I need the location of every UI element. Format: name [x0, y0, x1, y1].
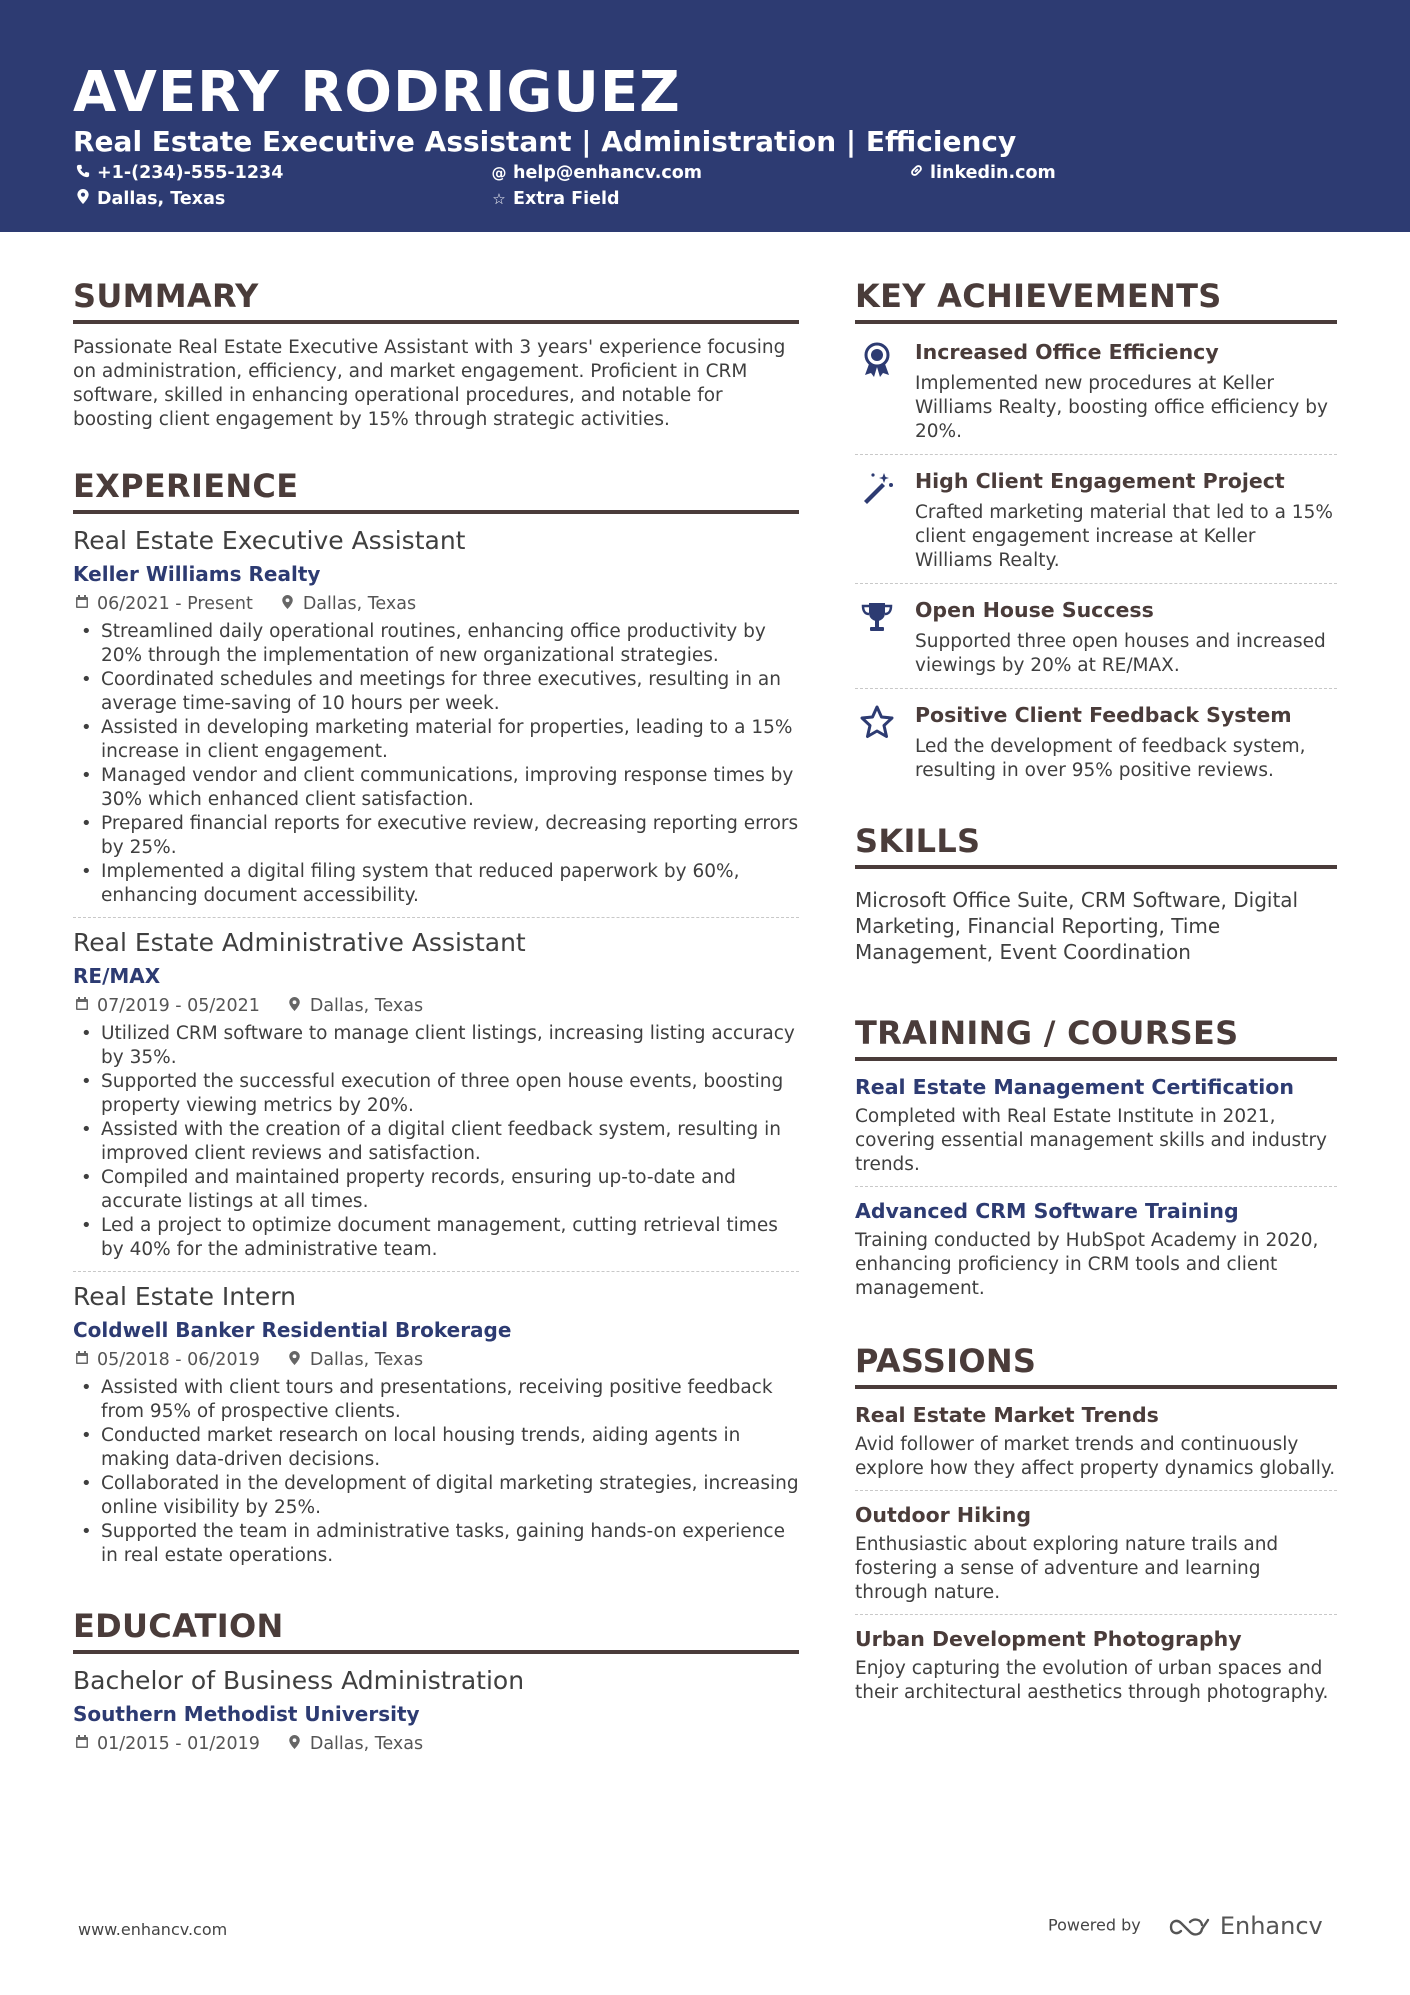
- brand-name: Enhancv: [1219, 1912, 1323, 1940]
- phone-text[interactable]: +1-(234)-555-1234: [97, 163, 284, 183]
- star-outline-icon: ☆: [492, 190, 506, 208]
- bullet-item: • Assisted with the creation of a digital client feedback system, resulting in improved client reviews and satisfaction.: [73, 1118, 799, 1166]
- headline: Real Estate Executive Assistant | Administration | Efficiency: [73, 125, 1017, 158]
- section-rule: [855, 320, 1337, 324]
- phone-icon: [73, 161, 93, 185]
- section-rule: [855, 1057, 1337, 1061]
- section-title-skills: SKILLS: [855, 822, 981, 860]
- link-icon: [906, 161, 926, 185]
- company-name: Keller Williams Realty: [73, 562, 321, 586]
- job-title: Real Estate Executive Assistant: [73, 526, 466, 555]
- degree: Bachelor of Business Administration: [73, 1666, 525, 1695]
- passions-section: [855, 1341, 1337, 1705]
- course-desc: Training conducted by HubSpot Academy in 2020, enhancing proficiency in CRM tools and client management.: [855, 1230, 1319, 1299]
- divider: [855, 454, 1337, 455]
- bullet-item: • Implemented a digital filing system that reduced paperwork by 60%, enhancing document accessibility.: [73, 860, 799, 908]
- bullet-item: • Compiled and maintained property records, ensuring up-to-date and accurate listings at all times.: [73, 1166, 799, 1214]
- education-meta: [73, 1732, 799, 1756]
- section-title-training: TRAINING / COURSES: [855, 1014, 1239, 1052]
- brand-logo[interactable]: [1168, 1912, 1323, 1940]
- achievement-item: [855, 701, 1337, 783]
- section-title-passions: PASSIONS: [855, 1342, 1037, 1380]
- company-name: Coldwell Banker Residential Brokerage: [73, 1318, 512, 1342]
- job-entry: [73, 1280, 799, 1568]
- resume-header: [0, 0, 1410, 232]
- location-pin-icon: [286, 994, 304, 1018]
- bullet-item: • Supported the team in administrative tasks, gaining hands-on experience in real estate operations.: [73, 1520, 799, 1568]
- section-rule: [855, 1385, 1337, 1389]
- passion-desc: Enthusiastic about exploring nature trails and fostering a sense of adventure and learning through nature.: [855, 1534, 1279, 1603]
- achievement-title: Increased Office Efficiency: [915, 340, 1219, 364]
- job-meta: [73, 1348, 799, 1372]
- education-location: Dallas, Texas: [309, 1734, 424, 1754]
- job-title: Real Estate Intern: [73, 1282, 296, 1311]
- at-icon: @: [491, 164, 507, 182]
- bullet-item: • Collaborated in the development of digital marketing strategies, increasing online visibility by 25%.: [73, 1472, 799, 1520]
- passion-item: [855, 1501, 1337, 1605]
- school-name: Southern Methodist University: [73, 1702, 420, 1726]
- job-dates: 05/2018 - 06/2019: [97, 1350, 260, 1370]
- education-entry: [73, 1664, 799, 1756]
- job-entry: [73, 926, 799, 1262]
- course-item: [855, 1073, 1337, 1177]
- email-text[interactable]: help@enhancv.com: [513, 163, 703, 183]
- divider: [73, 1271, 799, 1272]
- divider: [855, 583, 1337, 584]
- section-title-summary: SUMMARY: [73, 277, 259, 315]
- section-rule: [73, 1650, 799, 1654]
- achievement-item: [855, 467, 1337, 573]
- section-rule: [73, 320, 799, 324]
- company-name: RE/MAX: [73, 964, 161, 988]
- calendar-icon: [73, 592, 91, 616]
- passion-desc: Avid follower of market trends and continuously explore how they affect property dynamics globally.: [855, 1434, 1336, 1479]
- passion-item: [855, 1625, 1337, 1705]
- passion-desc: Enjoy capturing the evolution of urban spaces and their architectural aesthetics through photography.: [855, 1658, 1329, 1703]
- bullet-item: • Assisted with client tours and presentations, receiving positive feedback from 95% of prospective clients.: [73, 1376, 799, 1424]
- job-dates: 06/2021 - Present: [97, 594, 253, 614]
- achievement-title: Open House Success: [915, 598, 1154, 622]
- contact-email: [489, 161, 702, 185]
- calendar-icon: [73, 1732, 91, 1756]
- achievement-desc: Led the development of feedback system, resulting in over 95% positive reviews.: [915, 736, 1306, 781]
- extra-text: Extra Field: [513, 189, 620, 209]
- achievement-desc: Supported three open houses and increased viewings by 20% at RE/MAX.: [915, 631, 1326, 676]
- passion-item: [855, 1401, 1337, 1481]
- achievements-section: [855, 276, 1337, 783]
- job-dates: 07/2019 - 05/2021: [97, 996, 260, 1016]
- job-meta: [73, 592, 799, 616]
- enhancv-logo-icon: [1168, 1916, 1212, 1938]
- contact-location: [73, 187, 225, 211]
- job-bullets: [73, 620, 799, 908]
- course-desc: Completed with Real Estate Institute in 2021, covering essential management skills and industry trends.: [855, 1106, 1327, 1175]
- course-title: Real Estate Management Certification: [855, 1075, 1294, 1099]
- contact-linkedin: [906, 161, 1056, 185]
- section-title-experience: EXPERIENCE: [73, 467, 299, 505]
- achievement-title: High Client Engagement Project: [915, 469, 1285, 493]
- education-dates: 01/2015 - 01/2019: [97, 1734, 260, 1754]
- summary-section: [73, 276, 799, 432]
- linkedin-text[interactable]: linkedin.com: [930, 163, 1056, 183]
- bullet-item: • Conducted market research on local housing trends, aiding agents in making data-driven decisions.: [73, 1424, 799, 1472]
- footer-powered-by: [1048, 1912, 1323, 1940]
- divider: [855, 1490, 1337, 1491]
- candidate-name: AVERY RODRIGUEZ: [73, 60, 681, 125]
- job-bullets: [73, 1022, 799, 1262]
- job-location: Dallas, Texas: [309, 996, 424, 1016]
- bullet-item: • Led a project to optimize document management, cutting retrieval times by 40% for the administrative team.: [73, 1214, 799, 1262]
- summary-text: Passionate Real Estate Executive Assistant with 3 years' experience focusing on administration, efficiency, and market engagement. Proficient in CRM software, skilled in enhancing operational procedures, and notable for boosting client engagement by 15% through strategic activities.: [73, 337, 786, 430]
- star-icon: [859, 705, 895, 741]
- location-pin-icon: [286, 1732, 304, 1756]
- education-section: [73, 1606, 799, 1756]
- job-location: Dallas, Texas: [309, 1350, 424, 1370]
- passion-title: Outdoor Hiking: [855, 1503, 1032, 1527]
- location-pin-icon: [73, 187, 93, 211]
- achievement-title: Positive Client Feedback System: [915, 703, 1292, 727]
- bullet-item: • Coordinated schedules and meetings for three executives, resulting in an average time-saving of 10 hours per week.: [73, 668, 799, 716]
- bullet-item: • Supported the successful execution of three open house events, boosting property viewing metrics by 20%.: [73, 1070, 799, 1118]
- trophy-icon: [859, 600, 895, 636]
- job-title: Real Estate Administrative Assistant: [73, 928, 526, 957]
- job-location: Dallas, Texas: [302, 594, 417, 614]
- job-bullets: [73, 1376, 799, 1568]
- achievement-desc: Crafted marketing material that led to a 15% client engagement increase at Keller Williams Realty.: [915, 502, 1333, 571]
- training-section: [855, 1013, 1337, 1301]
- section-title-achievements: KEY ACHIEVEMENTS: [855, 277, 1222, 315]
- footer-site[interactable]: www.enhancv.com: [78, 1920, 228, 1939]
- bullet-item: • Utilized CRM software to manage client listings, increasing listing accuracy by 35%.: [73, 1022, 799, 1070]
- location-pin-icon: [286, 1348, 304, 1372]
- contact-phone: [73, 161, 283, 185]
- powered-by-text: Powered by: [1048, 1915, 1141, 1935]
- bullet-item: • Managed vendor and client communications, improving response times by 30% which enhanced client satisfaction.: [73, 764, 799, 812]
- contact-extra: [489, 187, 620, 211]
- skills-text: Microsoft Office Suite, CRM Software, Digital Marketing, Financial Reporting, Time Management, Event Coordination: [855, 888, 1299, 964]
- divider: [73, 917, 799, 918]
- job-entry: [73, 524, 799, 908]
- section-rule: [855, 865, 1337, 869]
- magic-wand-icon: [859, 471, 895, 507]
- left-column: [73, 276, 799, 1756]
- section-rule: [73, 510, 799, 514]
- divider: [855, 1614, 1337, 1615]
- passion-title: Real Estate Market Trends: [855, 1403, 1159, 1427]
- location-text: Dallas, Texas: [97, 189, 226, 209]
- bullet-item: • Streamlined daily operational routines, enhancing office productivity by 20% through the implementation of new organizational strategies.: [73, 620, 799, 668]
- divider: [855, 688, 1337, 689]
- achievement-item: [855, 596, 1337, 678]
- calendar-icon: [73, 994, 91, 1018]
- job-meta: [73, 994, 799, 1018]
- achievement-item: [855, 338, 1337, 444]
- skills-section: [855, 821, 1337, 965]
- right-column: [855, 276, 1337, 1705]
- award-ribbon-icon: [859, 342, 895, 378]
- experience-section: [73, 466, 799, 1568]
- achievement-desc: Implemented new procedures at Keller Williams Realty, boosting office efficiency by 20%.: [915, 373, 1328, 442]
- divider: [855, 1186, 1337, 1187]
- course-title: Advanced CRM Software Training: [855, 1199, 1239, 1223]
- section-title-education: EDUCATION: [73, 1607, 284, 1645]
- passion-title: Urban Development Photography: [855, 1627, 1242, 1651]
- bullet-item: • Prepared financial reports for executive review, decreasing reporting errors by 25%.: [73, 812, 799, 860]
- bullet-item: • Assisted in developing marketing material for properties, leading to a 15% increase in client engagement.: [73, 716, 799, 764]
- course-item: [855, 1197, 1337, 1301]
- calendar-icon: [73, 1348, 91, 1372]
- location-pin-icon: [279, 592, 297, 616]
